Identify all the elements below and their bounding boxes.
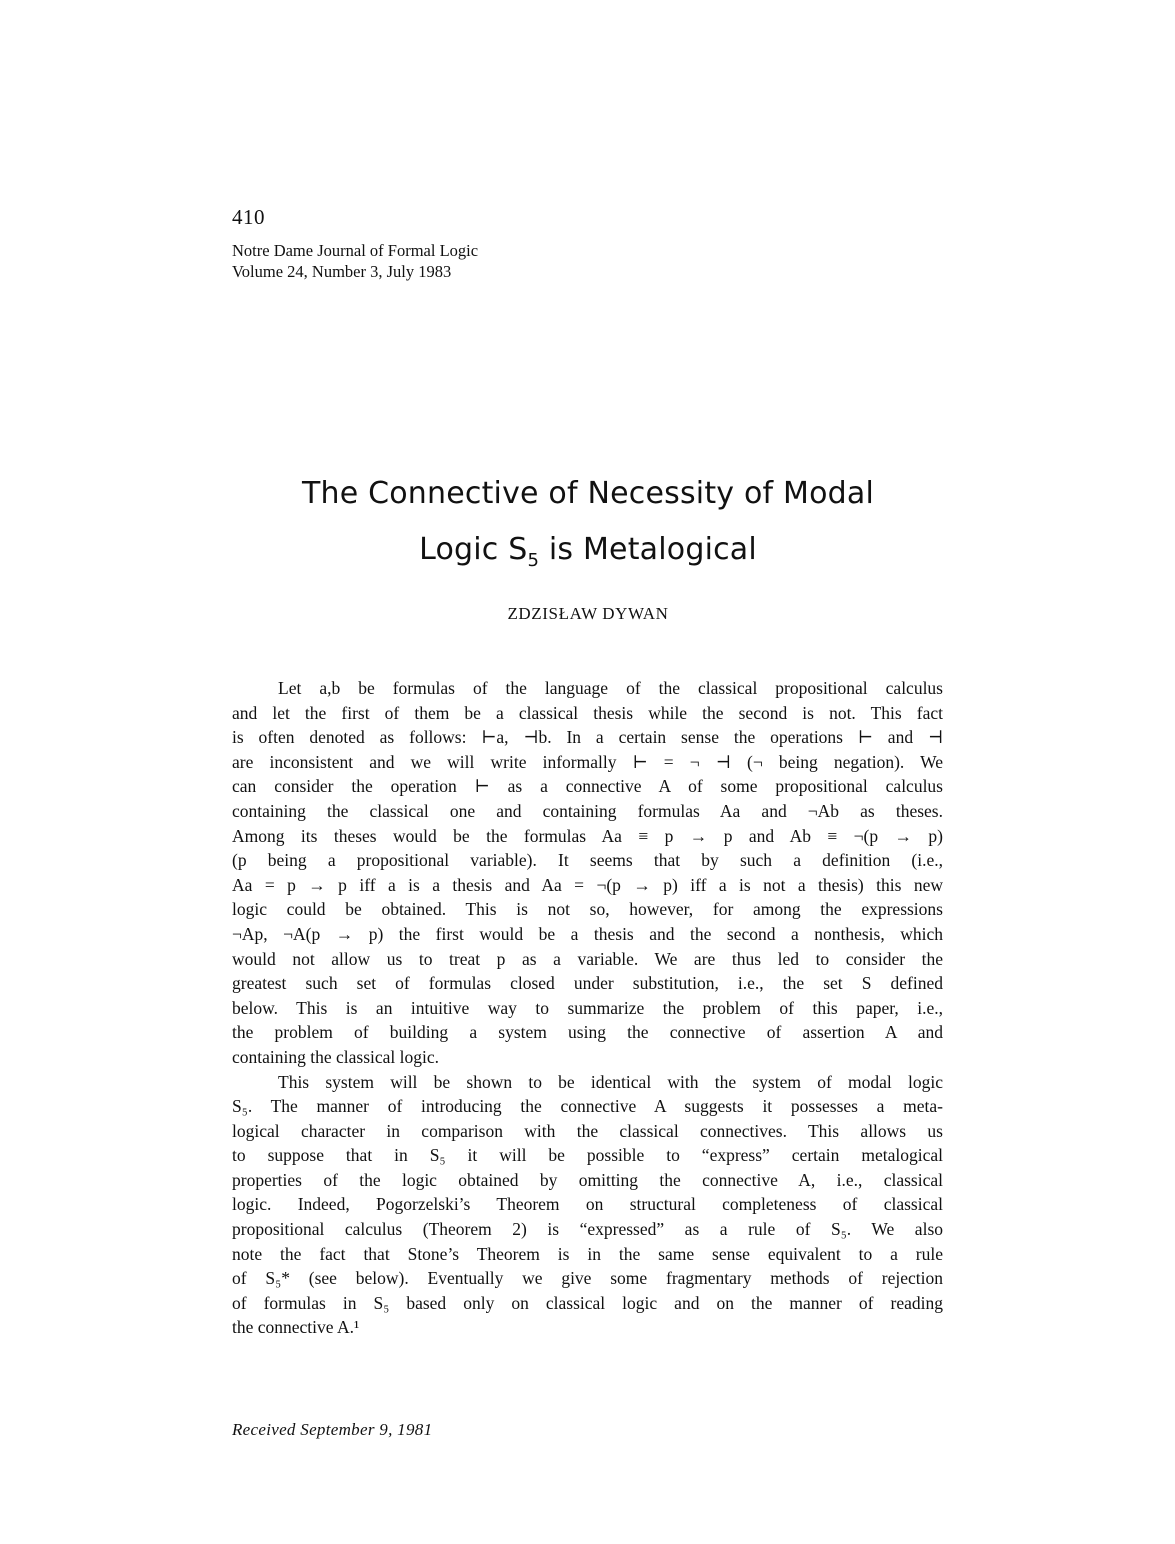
text-line: logical character in comparison with the classical connectives. This allows us	[232, 1120, 943, 1141]
text-line: This system will be shown to be identical with the system of modal logic	[278, 1071, 943, 1092]
text-line: below. This is an intuitive way to summarize the problem of this paper, i.e.,	[232, 997, 943, 1018]
text-line: note the fact that Stone’s Theorem is in the same sense equivalent to a rule	[232, 1243, 943, 1264]
title-line-2-suffix: is Metalogical	[539, 532, 757, 567]
text-line: propositional calculus (Theorem 2) is “expressed” as a rule of S₅. We also	[232, 1219, 943, 1240]
text-line: containing the classical logic.	[232, 1046, 440, 1067]
text-line: are inconsistent and we will write informally ⊢ = ¬ ⊣ (¬ being negation). We	[232, 751, 943, 772]
text-line: containing the classical one and containing formulas Aa and ¬Ab as theses.	[232, 800, 943, 821]
text-line: can consider the operation ⊢ as a connective A of some propositional calculus	[232, 776, 943, 797]
text-line: logic could be obtained. This is not so, however, for among the expressions	[232, 899, 943, 920]
paper-title	[232, 466, 944, 589]
text-line: S₅. The manner of introducing the connective A suggests it possesses a meta-	[232, 1096, 943, 1117]
title-line-1: The Connective of Necessity of Modal	[301, 476, 875, 511]
text-line: the connective A.¹	[232, 1317, 360, 1338]
paragraph	[232, 676, 943, 1070]
text-line: logic. Indeed, Pogorzelski’s Theorem on structural completeness of classical	[232, 1194, 943, 1215]
text-line: of formulas in S₅ based only on classical logic and on the manner of reading	[232, 1292, 943, 1313]
paragraphs	[232, 676, 943, 1340]
text-line: properties of the logic obtained by omitting the connective A, i.e., classical	[232, 1169, 943, 1190]
text-line: of S₅* (see below). Eventually we give some fragmentary methods of rejection	[232, 1268, 943, 1289]
text-line: greatest such set of formulas closed under substitution, i.e., the set S defined	[232, 973, 943, 994]
title-line-2	[232, 522, 944, 589]
title-subscript: 5	[527, 550, 540, 571]
article-body	[232, 676, 943, 1340]
text-line: Among its theses would be the formulas Aa ≡ p → p and Ab ≡ ¬(p → p)	[232, 825, 943, 846]
text-line: would not allow us to treat p as a variable. We are thus led to consider the	[232, 948, 943, 969]
text-line: ¬Ap, ¬A(p → p) the first would be a thesis and the second a nonthesis, which	[232, 923, 943, 944]
text-line: Aa = p → p iff a is a thesis and Aa = ¬(p → p) iff a is not a thesis) this new	[232, 874, 943, 895]
text-line: is often denoted as follows: ⊢a, ⊣b. In a certain sense the operations ⊢ and ⊣	[232, 727, 943, 748]
text-line: to suppose that in S₅ it will be possible to “express” certain metalogical	[232, 1145, 943, 1166]
text-line: Let a,b be formulas of the language of the classical propositional calculus	[278, 678, 943, 698]
journal-volume: Volume 24, Number 3, July 1983	[232, 262, 452, 281]
text-line: and let the first of them be a classical thesis while the second is not. This fact	[232, 702, 943, 723]
paragraph	[232, 1070, 943, 1341]
text-line: the problem of building a system using the connective of assertion A and	[232, 1022, 943, 1043]
author-name: ZDZISŁAW DYWAN	[507, 604, 669, 623]
received-date: Received September 9, 1981	[232, 1420, 433, 1439]
title-line-2-prefix: Logic S	[419, 532, 528, 567]
journal-name: Notre Dame Journal of Formal Logic	[232, 241, 479, 260]
page-number: 410	[232, 205, 265, 229]
text-line: (p being a propositional variable). It seems that by such a definition (i.e.,	[232, 850, 943, 871]
journal-header	[232, 204, 478, 282]
